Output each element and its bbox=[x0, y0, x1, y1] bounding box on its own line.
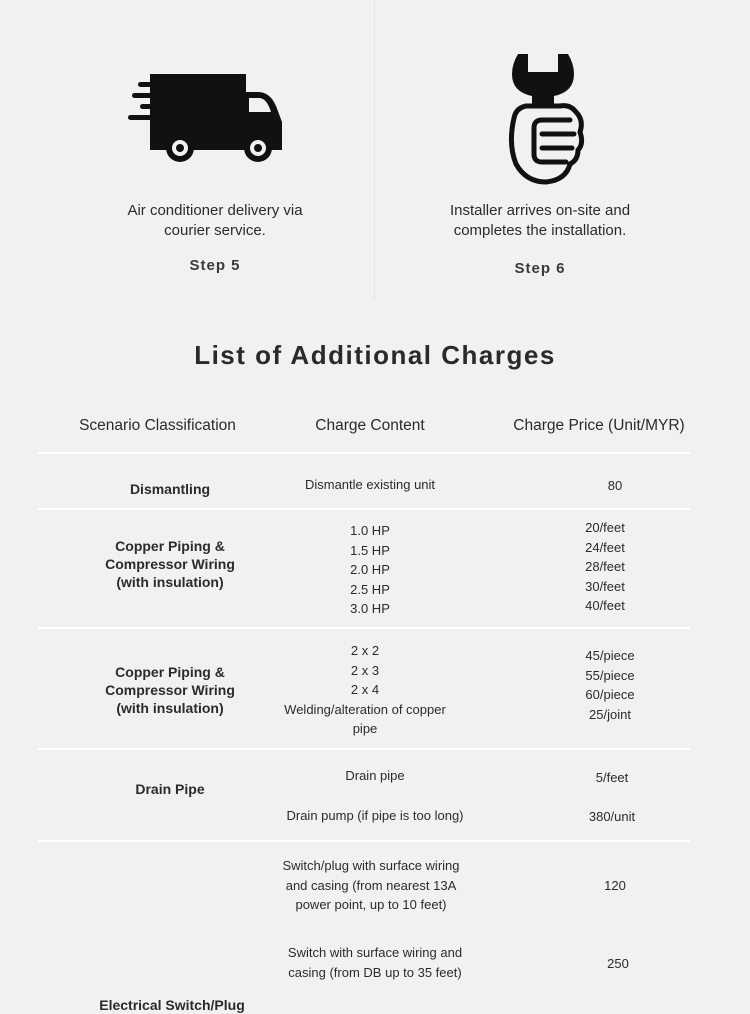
price-line: 24/feet bbox=[585, 539, 625, 555]
content-line: Welding/alteration of copper bbox=[284, 701, 446, 717]
category-line: (with insulation) bbox=[116, 574, 224, 590]
price-line: 25/joint bbox=[589, 706, 631, 722]
step-label: Step 6 bbox=[514, 260, 566, 277]
row-divider bbox=[38, 840, 690, 842]
charge-content-list bbox=[265, 943, 485, 982]
charge-price: 380/unit bbox=[588, 809, 636, 824]
category-line: Compressor Wiring bbox=[105, 682, 235, 698]
charge-content: Drain pump (if pipe is too long) bbox=[286, 808, 464, 823]
content-line: 2 x 4 bbox=[350, 682, 380, 697]
charge-content-list bbox=[255, 641, 475, 739]
header-content: Charge Content bbox=[315, 417, 425, 434]
category-drain-pipe: Drain Pipe bbox=[135, 781, 205, 797]
wrench-in-hand-icon bbox=[504, 46, 586, 191]
section-title: List of Additional Charges bbox=[194, 340, 556, 370]
content-line: pipe bbox=[352, 721, 378, 736]
row-divider bbox=[38, 748, 690, 750]
category-line: Copper Piping & bbox=[115, 664, 225, 680]
content-line: 2 x 3 bbox=[350, 662, 380, 678]
price-line: 55/piece bbox=[585, 667, 635, 683]
content-line: Switch/plug with surface wiring bbox=[282, 858, 460, 873]
content-line: 1.0 HP bbox=[350, 523, 390, 538]
header-scenario: Scenario Classification bbox=[79, 417, 236, 434]
content-line: Switch with surface wiring and bbox=[287, 945, 463, 960]
category-electrical: Electrical Switch/Plug bbox=[99, 997, 245, 1013]
column-divider bbox=[374, 0, 375, 300]
content-line: 1.5 HP bbox=[350, 542, 390, 558]
price-line: 30/feet bbox=[585, 578, 625, 594]
price-line: 60/piece bbox=[585, 687, 635, 702]
price-line: 45/piece bbox=[585, 648, 635, 663]
charge-price-list bbox=[535, 518, 675, 616]
charge-price: 80 bbox=[607, 478, 623, 493]
price-line: 28/feet bbox=[585, 559, 625, 574]
content-line: power point, up to 10 feet) bbox=[295, 897, 447, 912]
row-divider bbox=[38, 508, 690, 510]
content-line: 2.5 HP bbox=[350, 581, 390, 597]
row-divider bbox=[38, 452, 690, 454]
row-divider bbox=[38, 627, 690, 629]
step-description: courier service. bbox=[164, 222, 266, 239]
step-description: Air conditioner delivery via bbox=[127, 202, 303, 219]
category-dismantling: Dismantling bbox=[129, 481, 211, 497]
charge-content-list bbox=[261, 856, 481, 915]
step-description: completes the installation. bbox=[453, 222, 627, 239]
header-price: Charge Price (Unit/MYR) bbox=[513, 417, 685, 434]
charge-price: 120 bbox=[604, 878, 626, 893]
delivery-truck-icon bbox=[128, 72, 284, 171]
price-line: 20/feet bbox=[585, 520, 625, 535]
content-line: 3.0 HP bbox=[350, 601, 390, 616]
content-line: and casing (from nearest 13A bbox=[285, 877, 457, 893]
charge-content: Drain pipe bbox=[345, 768, 405, 783]
category-line: (with insulation) bbox=[116, 700, 224, 716]
category-line: Compressor Wiring bbox=[105, 556, 235, 572]
charge-price: 5/feet bbox=[595, 770, 629, 785]
content-line: casing (from DB up to 35 feet) bbox=[288, 964, 462, 980]
charge-price: 250 bbox=[607, 956, 629, 971]
step-description: Installer arrives on-site and bbox=[449, 202, 631, 219]
content-line: 2.0 HP bbox=[350, 562, 390, 577]
step-label: Step 5 bbox=[189, 257, 241, 274]
charge-price-list bbox=[540, 646, 680, 724]
charge-content: Dismantle existing unit bbox=[304, 477, 436, 492]
category-copper-piping bbox=[80, 537, 260, 591]
category-copper-piping-2 bbox=[80, 663, 260, 717]
content-line: 2 x 2 bbox=[350, 643, 380, 658]
charge-content-list bbox=[260, 521, 480, 619]
price-line: 40/feet bbox=[585, 598, 625, 613]
category-line: Copper Piping & bbox=[115, 538, 225, 554]
